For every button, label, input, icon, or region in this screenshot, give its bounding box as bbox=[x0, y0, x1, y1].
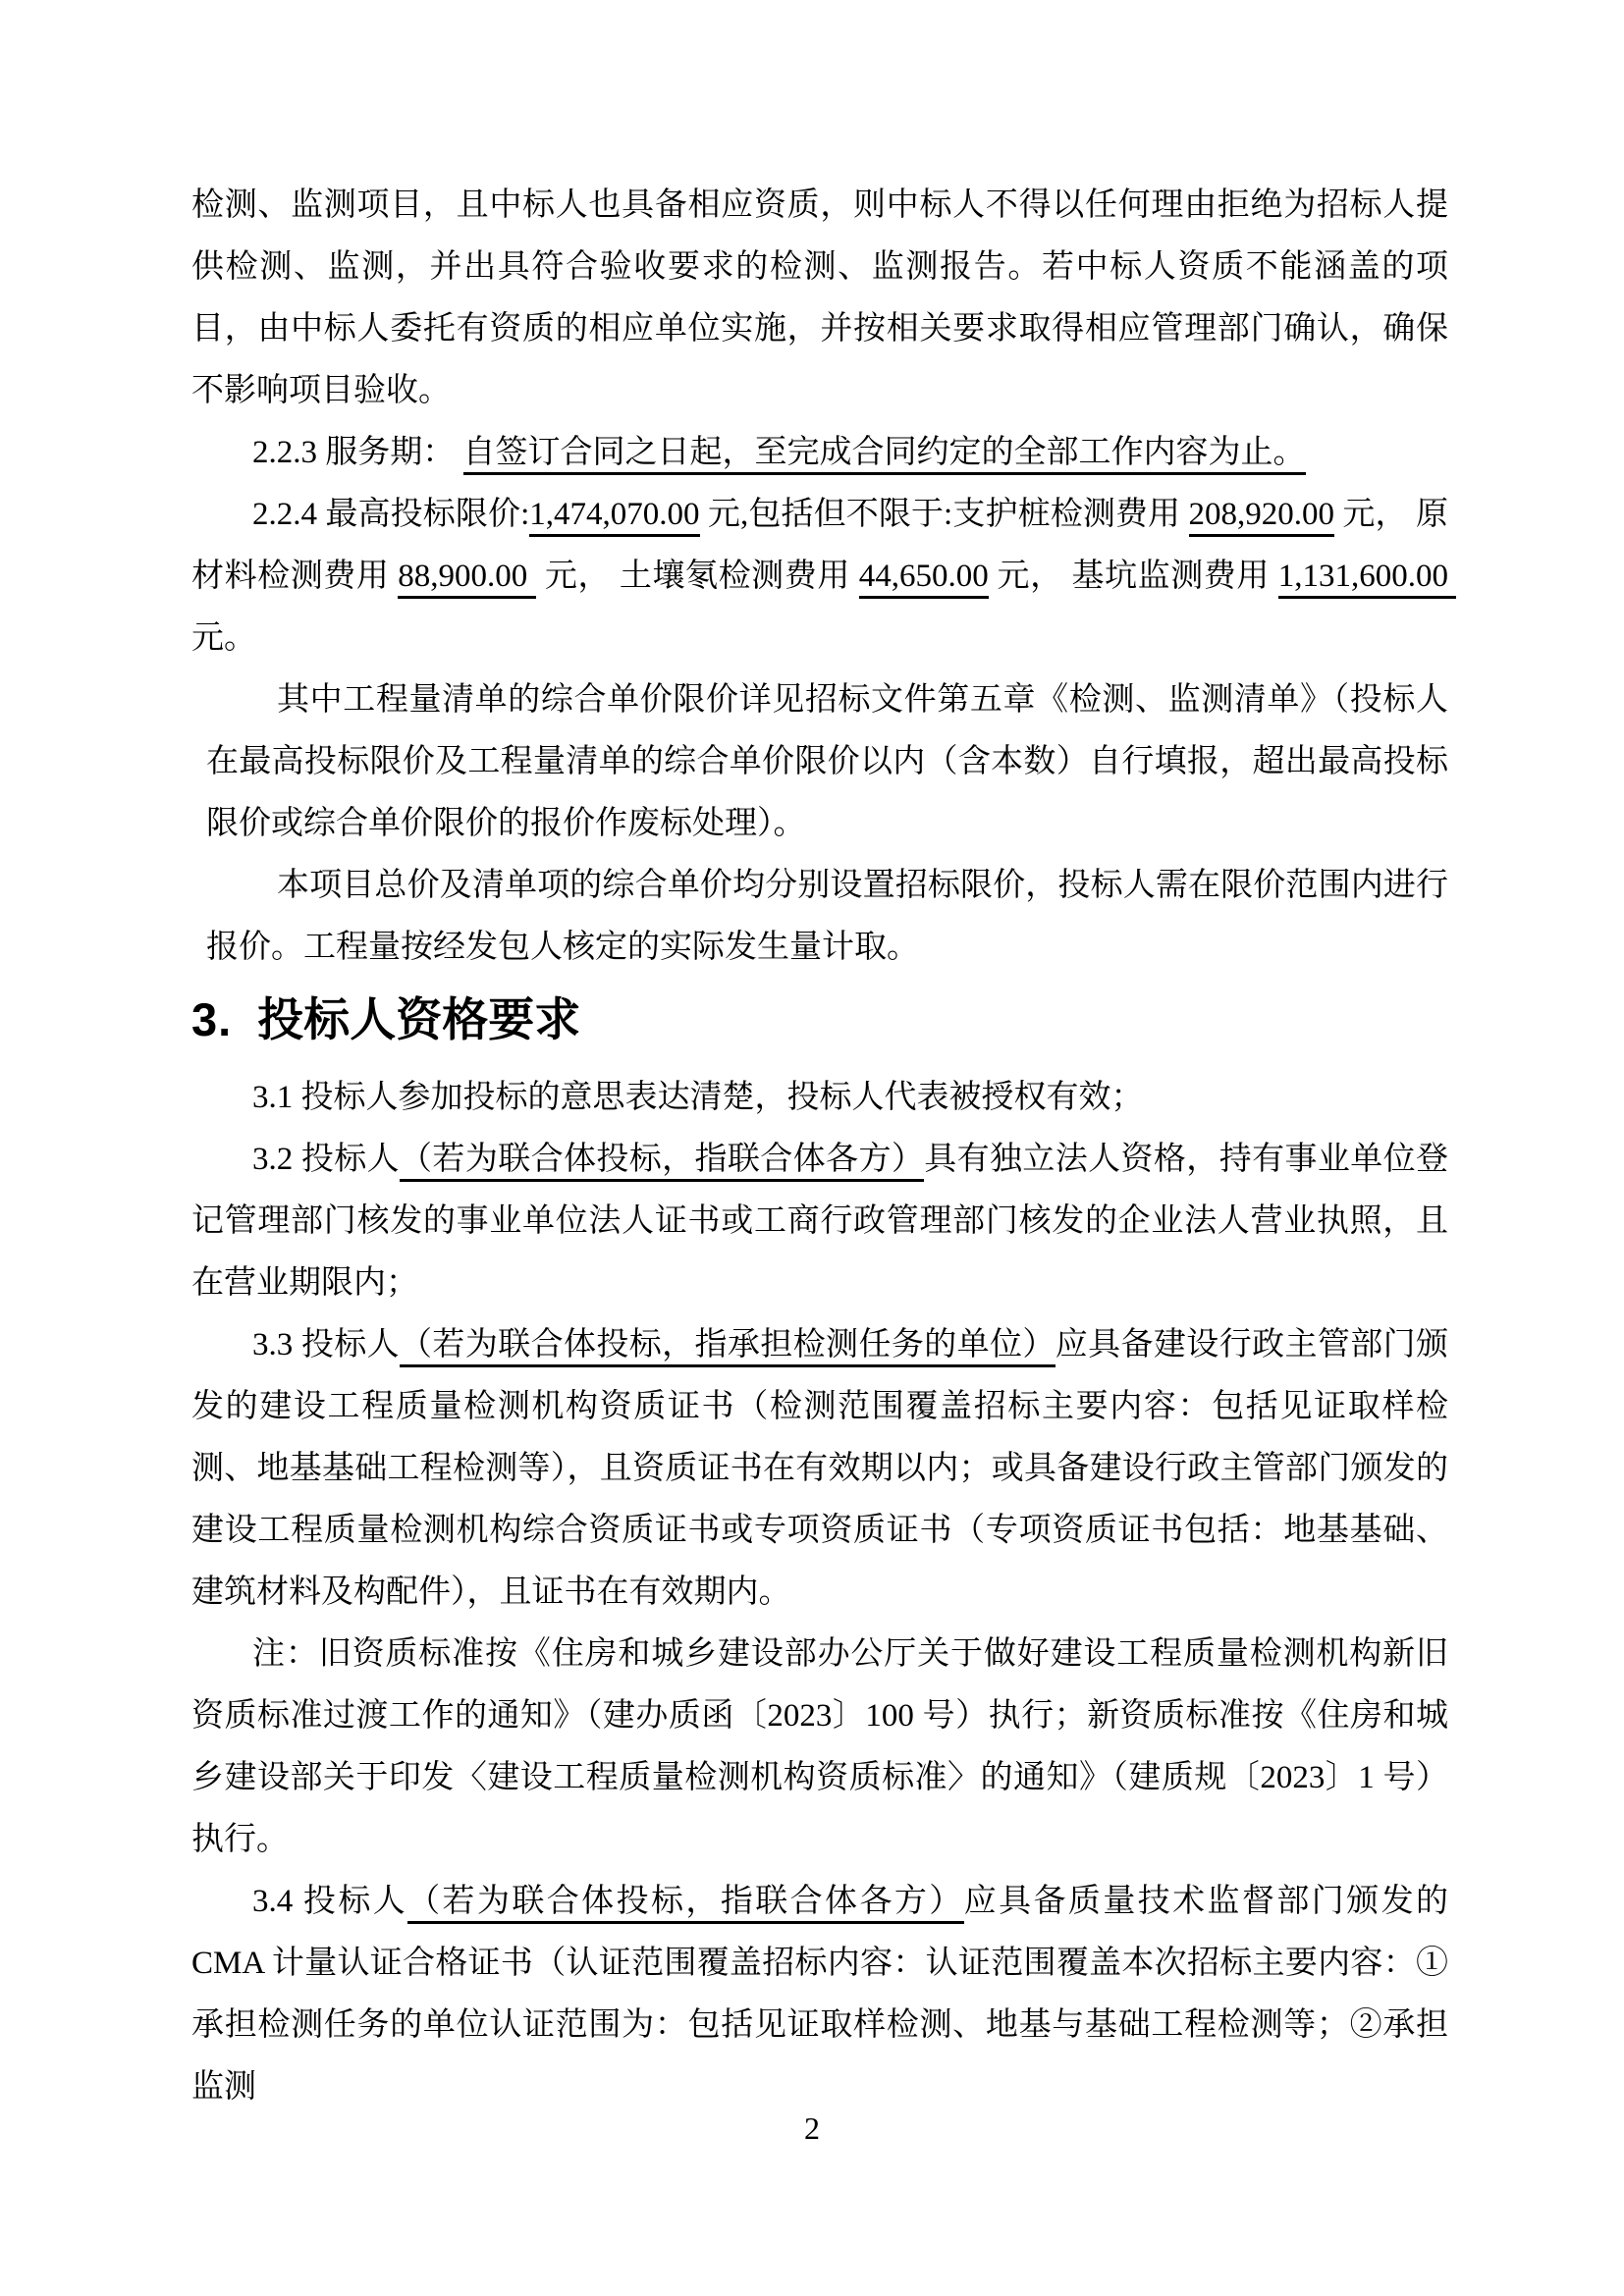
underlined-text: 44,650.00 bbox=[859, 559, 989, 599]
paragraph bbox=[191, 484, 1465, 669]
text-run: 3.2 投标人 bbox=[252, 1142, 401, 1177]
text-run: 具有独立法人资格，持有事业单位登记管理部门核发的事业单位法人证书或工商行政管理部门核发的企业法人营业执照，且在营业期限内； bbox=[191, 1142, 1449, 1301]
paragraph bbox=[191, 1314, 1448, 1624]
text-run: 2.2.4 最高投标限价: bbox=[252, 497, 530, 532]
underlined-text: 自签订合同之日起，至完成合同约定的全部工作内容为止。 bbox=[463, 435, 1306, 475]
paragraph bbox=[191, 855, 1448, 979]
underlined-text: 208,920.00 bbox=[1189, 497, 1335, 537]
underlined-text: （若为联合体投标，指联合体各方） bbox=[407, 1884, 964, 1924]
paragraph bbox=[191, 1129, 1448, 1314]
text-run: 本项目总价及清单项的综合单价均分别设置招标限价，投标人需在限价范围内进行报价。工程量按经发包人核定的实际发生量计取。 bbox=[206, 868, 1448, 965]
underlined-text: 1,474,070.00 bbox=[529, 497, 699, 537]
heading-number: 3. bbox=[191, 993, 233, 1045]
text-run: 3.4 投标人 bbox=[252, 1884, 408, 1919]
text-run: 元,包括但不限于:支护桩检测费用 bbox=[699, 497, 1189, 532]
text-run: 应具备建设行政主管部门颁发的建设工程质量检测机构资质证书（检测范围覆盖招标主要内容：包括见证取样检测、地基基础工程检测等），且资质证书在有效期以内；或具备建设行政主管部门颁发的建设工程质量检测机构综合资质证书或专项资质证书（专项资质证书包括：地基基础、建筑材料及构配件），且证书在有效期内。 bbox=[191, 1327, 1449, 1610]
underlined-text: 88,900.00 bbox=[398, 559, 536, 599]
text-run: 3.3 投标人 bbox=[252, 1327, 401, 1362]
text-run: 3.1 投标人参加投标的意思表达清楚，投标人代表被授权有效； bbox=[252, 1080, 1144, 1115]
paragraph bbox=[191, 1624, 1448, 1871]
text-run: 其中工程量清单的综合单价限价详见招标文件第五章《检测、监测清单》（投标人在最高投标限价及工程量清单的综合单价限价以内（含本数）自行填报，超出最高投标限价或综合单价限价的报价作废标处理）。 bbox=[206, 682, 1448, 841]
text-run: 注：旧资质标准按《住房和城乡建设部办公厅关于做好建设工程质量检测机构新旧资质标准过渡工作的通知》（建办质函〔2023〕100 号）执行；新资质标准按《住房和城乡建设部关于印发〈建设工程质量检测机构资质标准〉的通知》（建质规〔2023〕1 号）执行。 bbox=[191, 1636, 1448, 1857]
text-run: 2.2.3 服务期： bbox=[252, 435, 463, 470]
text-run: 检测、监测项目，且中标人也具备相应资质，则中标人不得以任何理由拒绝为招标人提供检测、监测，并出具符合验收要求的检测、监测报告。若中标人资质不能涵盖的项目，由中标人委托有资质的相应单位实施，并按相关要求取得相应管理部门确认，确保不影响项目验收。 bbox=[191, 187, 1448, 408]
paragraph bbox=[191, 1871, 1457, 2118]
paragraph bbox=[191, 422, 1448, 484]
paragraph bbox=[191, 1067, 1448, 1129]
paragraph bbox=[191, 669, 1448, 855]
text-run: 元， 基坑监测费用 bbox=[988, 559, 1278, 594]
page-number: 2 bbox=[804, 2110, 820, 2146]
text-run: 元， 原材料检测费用 bbox=[191, 497, 1449, 594]
section-heading bbox=[191, 981, 1448, 1059]
underlined-text: （若为联合体投标，指承担检测任务的单位） bbox=[400, 1327, 1056, 1367]
heading-title: 投标人资格要求 bbox=[257, 993, 581, 1045]
text-run: 元。 bbox=[191, 559, 1465, 656]
underlined-text: 1,131,600.00 bbox=[1278, 559, 1457, 599]
text-run: 元， 土壤氡检测费用 bbox=[536, 559, 859, 594]
underlined-text: （若为联合体投标，指联合体各方） bbox=[400, 1142, 924, 1182]
paragraph bbox=[191, 175, 1448, 422]
text-run: 应具备质量技术监督部门颁发的 CMA 计量认证合格证书（认证范围覆盖招标内容：认证范围覆盖本次招标主要内容：①承担检测任务的单位认证范围为：包括见证取样检测、地基与基础工程检测等；②承担监测 bbox=[191, 1884, 1457, 2105]
document-body bbox=[191, 175, 1465, 2118]
